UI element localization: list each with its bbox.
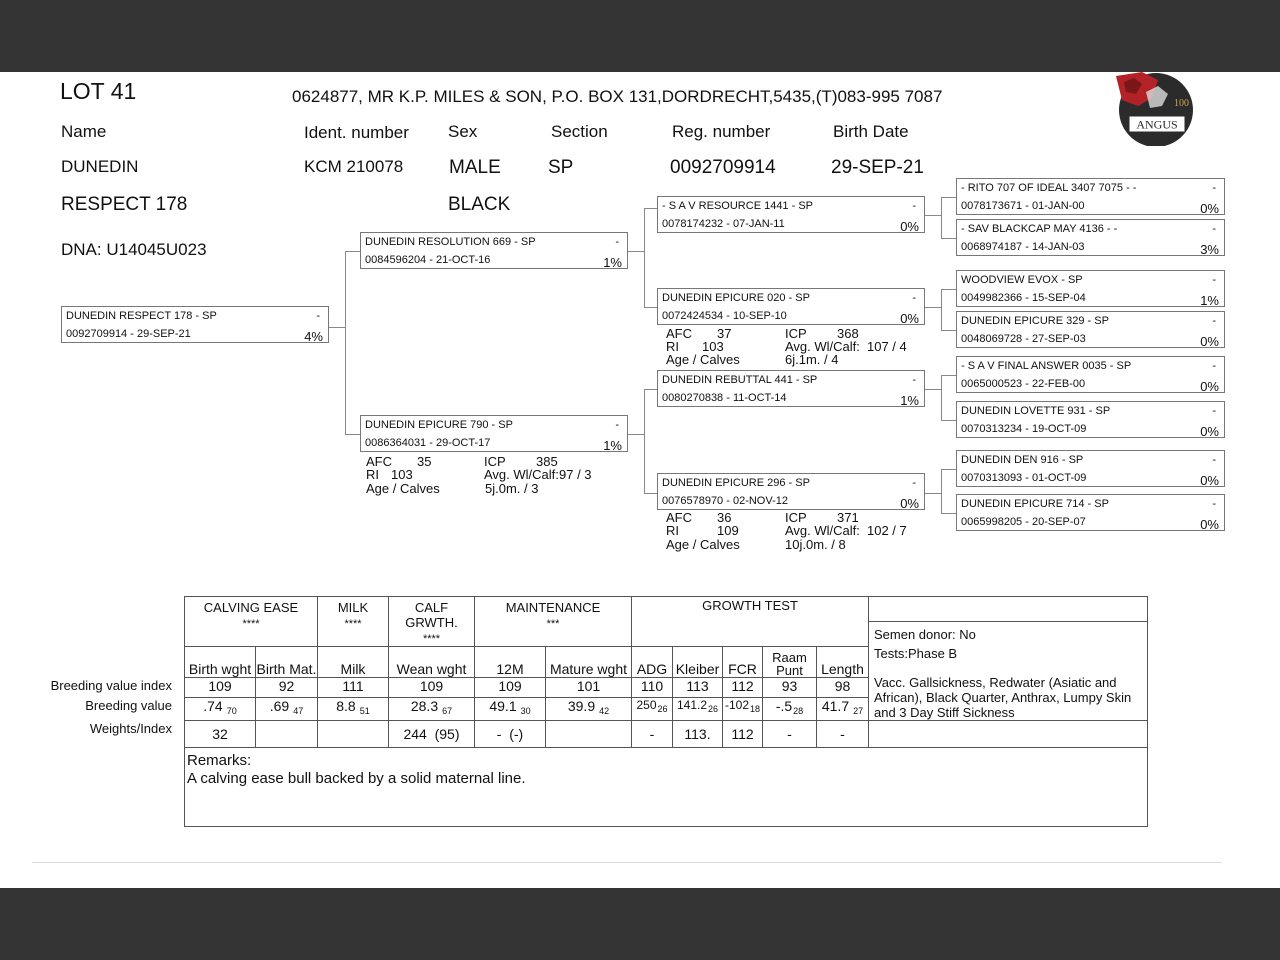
group-calving-ease <box>185 597 318 647</box>
reg-date: 0078174232 - 07-JAN-11 <box>662 218 785 230</box>
bv-accuracy: 18 <box>750 704 761 715</box>
avg-value: 107 / 4 <box>867 339 907 354</box>
inbreeding-pct: 4% <box>304 329 323 344</box>
afc-label: AFC <box>366 454 392 469</box>
connector <box>941 197 956 198</box>
connector <box>941 513 956 514</box>
col-kleiber: Kleiber <box>673 647 723 678</box>
bvi-cell: 93 <box>763 677 817 697</box>
connector <box>644 307 658 308</box>
wi-cell: - <box>817 721 869 748</box>
wi-cell: - <box>632 721 673 748</box>
icp-label: ICP <box>785 326 807 341</box>
bv-value: -.5 <box>775 698 793 715</box>
inbreeding-pct: 0% <box>1200 473 1219 488</box>
ri-value: 103 <box>702 339 724 354</box>
connector <box>941 420 956 421</box>
group-title: GROWTH TEST <box>702 598 798 613</box>
connector <box>644 208 645 307</box>
connector <box>941 238 956 239</box>
wi-cell: 112 <box>723 721 763 748</box>
bv-value: .69 <box>269 698 290 715</box>
row-label-wi: Weights/Index <box>89 721 172 736</box>
dash: - <box>1212 405 1216 417</box>
bvi-cell: 113 <box>673 677 723 697</box>
age-label: Age / Calves <box>666 352 740 367</box>
bv-accuracy: 51 <box>359 706 370 717</box>
inbreeding-pct: 1% <box>1200 293 1219 308</box>
group-milk <box>318 597 389 647</box>
animal-name: - RITO 707 OF IDEAL 3407 7075 - - <box>961 182 1137 194</box>
reg-date: 0072424534 - 10-SEP-10 <box>662 310 787 322</box>
age-value: 10j.0m. / 8 <box>785 537 846 552</box>
inbreeding-pct: 1% <box>603 438 622 453</box>
col-birth-wght: Birth wght <box>185 647 256 678</box>
inbreeding-pct: 0% <box>1200 201 1219 216</box>
connector <box>345 434 360 435</box>
pedigree-subject[interactable] <box>61 306 329 343</box>
icp-value: 371 <box>837 510 859 525</box>
avg-value: 102 / 7 <box>867 523 907 538</box>
label-sex: Sex <box>448 122 478 141</box>
connector <box>345 251 346 434</box>
bv-cell <box>723 698 763 721</box>
reg-date: 0084596204 - 21-OCT-16 <box>365 254 491 266</box>
group-growth-test <box>632 597 869 647</box>
row-label-bvi: Breeding value index <box>50 678 172 693</box>
bvi-cell: 92 <box>256 677 318 697</box>
icp-label: ICP <box>484 454 506 469</box>
inbreeding-pct: 1% <box>900 393 919 408</box>
bvi-cell: 98 <box>817 677 869 697</box>
notes-cell <box>869 597 1148 721</box>
bottom-dark-band <box>0 888 1280 960</box>
animal-dna: DNA: U14045U023 <box>61 240 207 259</box>
dash: - <box>316 310 320 322</box>
wi-cell: - <box>763 721 817 748</box>
col-fcr: FCR <box>723 647 763 678</box>
angus-logo <box>1112 72 1196 146</box>
tests: Tests:Phase B <box>874 646 958 661</box>
bv-cell <box>185 698 256 721</box>
bv-accuracy: 70 <box>226 706 237 717</box>
bv-cell <box>256 698 318 721</box>
connector <box>644 208 658 209</box>
dash: - <box>912 477 916 489</box>
animal-name-line2: RESPECT 178 <box>61 194 188 215</box>
row-label-bv: Breeding value <box>85 698 172 713</box>
bv-value: 8.8 <box>336 698 356 715</box>
connector <box>644 493 658 494</box>
bv-accuracy: 27 <box>853 706 864 717</box>
inbreeding-pct: 0% <box>900 311 919 326</box>
logo-text: ANGUS <box>1136 117 1178 132</box>
bv-value: .74 <box>203 698 223 715</box>
pedigree-great-grandparent[interactable] <box>956 178 1225 215</box>
connector <box>941 289 956 290</box>
dash: - <box>1212 498 1216 510</box>
dash: - <box>615 419 619 431</box>
group-title: MAINTENANCE <box>505 600 601 615</box>
bv-value: 39.9 <box>567 698 596 715</box>
col-mature-wght: Mature wght <box>546 647 632 678</box>
pedigree-sire-dam[interactable] <box>657 288 925 325</box>
wi-cell: 113. <box>673 721 723 748</box>
animal-name: DUNEDIN REBUTTAL 441 - SP <box>662 374 818 386</box>
label-name: Name <box>61 122 107 141</box>
age-value: 6j.1m. / 4 <box>785 352 839 367</box>
connector <box>925 389 941 390</box>
reg-date: 0065000523 - 22-FEB-00 <box>961 378 1086 390</box>
bv-cell <box>546 698 632 721</box>
col-milk: Milk <box>318 647 389 678</box>
star-rating: *** <box>546 618 560 630</box>
semen-donor: Semen donor: No <box>874 627 976 642</box>
afc-label: AFC <box>666 510 692 525</box>
dash: - <box>1212 182 1216 194</box>
bvi-cell: 109 <box>185 677 256 697</box>
connector <box>925 493 941 494</box>
reg-date: 0086364031 - 29-OCT-17 <box>365 437 491 449</box>
avg-label: Avg. Wl/Calf: <box>785 339 860 354</box>
reg-date: 0065998205 - 20-SEP-07 <box>961 516 1086 528</box>
avg-value: 97 / 3 <box>559 467 592 482</box>
dash: - <box>1212 315 1216 327</box>
remarks-label: Remarks: <box>187 752 252 769</box>
group-title: MILK <box>337 600 369 615</box>
age-label: Age / Calves <box>366 481 440 496</box>
ri-label: RI <box>666 523 679 538</box>
dash: - <box>912 374 916 386</box>
dash: - <box>1212 223 1216 235</box>
animal-name: - S A V RESOURCE 1441 - SP <box>662 200 814 212</box>
inbreeding-pct: 0% <box>1200 424 1219 439</box>
inbreeding-pct: 0% <box>1200 517 1219 532</box>
bv-value: 250 <box>636 698 657 713</box>
dash: - <box>615 236 619 248</box>
afc-value: 35 <box>417 454 432 469</box>
bv-accuracy: 26 <box>708 704 719 715</box>
bv-value: 41.7 <box>821 698 850 715</box>
bv-accuracy: 26 <box>657 704 668 715</box>
group-maintenance <box>475 597 632 647</box>
bv-cell <box>817 698 869 721</box>
bv-accuracy: 67 <box>442 706 453 717</box>
breeding-value-table <box>184 596 1148 827</box>
icp-value: 385 <box>536 454 558 469</box>
weights-row <box>185 721 1148 748</box>
lot-number: LOT 41 <box>60 78 137 104</box>
bv-accuracy: 28 <box>793 706 804 717</box>
connector <box>941 330 956 331</box>
page-separator <box>32 862 1222 863</box>
connector <box>628 434 644 435</box>
ri-label: RI <box>666 339 679 354</box>
reg-date: 0070313234 - 19-OCT-09 <box>961 423 1087 435</box>
bvi-cell: 109 <box>475 677 546 697</box>
remarks-row <box>185 748 1148 827</box>
owner-details: 0624877, MR K.P. MILES & SON, P.O. BOX 131,DORDRECHT,5435,(T)083-995 7087 <box>292 87 943 106</box>
svg-text:100: 100 <box>1174 98 1189 109</box>
wi-cell <box>256 721 318 748</box>
bv-accuracy: 30 <box>520 706 531 717</box>
wi-cell <box>546 721 632 748</box>
ri-value: 109 <box>717 523 739 538</box>
connector <box>644 389 645 493</box>
bv-cell <box>632 698 673 721</box>
connector <box>941 469 956 470</box>
col-birth-mat: Birth Mat. <box>256 647 318 678</box>
connector <box>925 307 941 308</box>
top-dark-band <box>0 0 1280 72</box>
animal-name: DUNEDIN EPICURE 714 - SP <box>961 498 1109 510</box>
group-title: CALF GRWTH. <box>405 600 458 630</box>
connector <box>925 215 941 216</box>
animal-section: SP <box>548 157 574 178</box>
pedigree-dam-dam[interactable] <box>657 473 925 510</box>
dash: - <box>1212 360 1216 372</box>
star-rating: **** <box>422 633 441 645</box>
reg-date: 0092709914 - 29-SEP-21 <box>66 328 191 340</box>
pedigree-sire[interactable] <box>360 232 628 269</box>
col-raam-punt: Raam Punt <box>763 647 817 678</box>
label-birth: Birth Date <box>833 122 909 141</box>
bv-accuracy: 42 <box>599 706 610 717</box>
pedigree-great-grandparent[interactable] <box>956 311 1225 348</box>
animal-name: DUNEDIN DEN 916 - SP <box>961 454 1084 466</box>
pedigree-great-grandparent[interactable] <box>956 401 1225 438</box>
col-adg: ADG <box>632 647 673 678</box>
label-section: Section <box>551 122 608 141</box>
afc-value: 37 <box>717 326 732 341</box>
bv-cell <box>673 698 723 721</box>
animal-name: DUNEDIN RESOLUTION 669 - SP <box>365 236 536 248</box>
bv-accuracy: 47 <box>293 706 304 717</box>
inbreeding-pct: 0% <box>1200 334 1219 349</box>
pedigree-sire-sire[interactable] <box>657 196 925 233</box>
connector <box>628 251 644 252</box>
wi-cell: - (-) <box>475 721 546 748</box>
col-length: Length <box>817 647 869 678</box>
inbreeding-pct: 0% <box>1200 379 1219 394</box>
label-ident: Ident. number <box>304 123 409 142</box>
dash: - <box>912 200 916 212</box>
animal-name: - SAV BLACKCAP MAY 4136 - - <box>961 223 1118 235</box>
animal-name: DUNEDIN EPICURE 296 - SP <box>662 477 810 489</box>
vaccinations: Vacc. Gallsickness, Redwater (Asiatic and African), Black Quarter, Anthrax, Lumpy Skin and 3 Day Stiff Sickness <box>874 675 1132 720</box>
connector <box>941 469 942 513</box>
connector <box>941 289 942 330</box>
bvi-cell: 109 <box>389 677 475 697</box>
group-title: CALVING EASE <box>203 600 299 615</box>
bv-cell <box>318 698 389 721</box>
col-wean-wght: Wean wght <box>389 647 475 678</box>
remarks-text: A calving ease bull backed by a solid maternal line. <box>187 770 526 787</box>
connector <box>329 327 345 328</box>
reg-date: 0080270838 - 11-OCT-14 <box>662 392 787 404</box>
dash: - <box>1212 274 1216 286</box>
connector <box>644 389 658 390</box>
pedigree-dam[interactable] <box>360 415 628 452</box>
bv-value: -102 <box>724 698 749 713</box>
inbreeding-pct: 0% <box>900 219 919 234</box>
connector <box>941 197 942 238</box>
remarks-cell <box>185 748 1148 827</box>
bvi-cell: 110 <box>632 677 673 697</box>
afc-value: 36 <box>717 510 732 525</box>
bvi-cell: 112 <box>723 677 763 697</box>
bv-cell <box>389 698 475 721</box>
bv-value: 49.1 <box>489 698 517 715</box>
pedigree-great-grandparent[interactable] <box>956 494 1225 531</box>
reg-date: 0078173671 - 01-JAN-00 <box>961 200 1085 212</box>
animal-name: DUNEDIN EPICURE 020 - SP <box>662 292 810 304</box>
ri-value: 103 <box>391 467 413 482</box>
animal-name: DUNEDIN EPICURE 329 - SP <box>961 315 1109 327</box>
reg-date: 0070313093 - 01-OCT-09 <box>961 472 1087 484</box>
animal-name: DUNEDIN EPICURE 790 - SP <box>365 419 513 431</box>
pedigree-great-grandparent[interactable] <box>956 270 1225 307</box>
bvi-cell: 111 <box>318 677 389 697</box>
bv-cell <box>763 698 817 721</box>
bv-value: 141.2 <box>676 698 707 713</box>
bvi-cell: 101 <box>546 677 632 697</box>
wi-cell: 32 <box>185 721 256 748</box>
pedigree-dam-sire[interactable] <box>657 370 925 407</box>
inbreeding-pct: 3% <box>1200 242 1219 257</box>
ri-label: RI <box>366 467 379 482</box>
afc-label: AFC <box>666 326 692 341</box>
animal-name: DUNEDIN RESPECT 178 - SP <box>66 310 217 322</box>
pedigree-great-grandparent[interactable] <box>956 450 1225 487</box>
animal-name: - S A V FINAL ANSWER 0035 - SP <box>961 360 1132 372</box>
label-reg: Reg. number <box>672 122 771 141</box>
col-12m: 12M <box>475 647 546 678</box>
reg-date: 0076578970 - 02-NOV-12 <box>662 495 788 507</box>
inbreeding-pct: 1% <box>603 255 622 270</box>
star-rating: **** <box>344 618 362 630</box>
animal-reg: 0092709914 <box>670 157 776 178</box>
connector <box>941 375 956 376</box>
inbreeding-pct: 0% <box>900 496 919 511</box>
reg-date: 0048069728 - 27-SEP-03 <box>961 333 1086 345</box>
dash: - <box>912 292 916 304</box>
animal-name: WOODVIEW EVOX - SP <box>961 274 1083 286</box>
avg-label: Avg. Wl/Calf: <box>785 523 860 538</box>
bv-cell <box>475 698 546 721</box>
pedigree-great-grandparent[interactable] <box>956 356 1225 393</box>
dash: - <box>1212 454 1216 466</box>
wi-cell: 244 (95) <box>389 721 475 748</box>
group-calf-growth <box>389 597 475 647</box>
animal-name-line1: DUNEDIN <box>61 157 139 176</box>
age-label: Age / Calves <box>666 537 740 552</box>
icp-value: 368 <box>837 326 859 341</box>
star-rating: **** <box>242 618 260 630</box>
connector <box>941 375 942 420</box>
reg-date: 0049982366 - 15-SEP-04 <box>961 292 1086 304</box>
connector <box>345 251 360 252</box>
bv-value: 28.3 <box>410 698 439 715</box>
age-value: 5j.0m. / 3 <box>485 481 539 496</box>
icp-label: ICP <box>785 510 807 525</box>
pedigree-great-grandparent[interactable] <box>956 219 1225 256</box>
avg-label: Avg. Wl/Calf: <box>484 467 559 482</box>
animal-ident: KCM 210078 <box>304 157 404 176</box>
reg-date: 0068974187 - 14-JAN-03 <box>961 241 1085 253</box>
animal-sex: MALE <box>449 157 501 178</box>
animal-birth: 29-SEP-21 <box>831 157 924 178</box>
animal-colour: BLACK <box>448 194 511 215</box>
animal-name: DUNEDIN LOVETTE 931 - SP <box>961 405 1111 417</box>
wi-cell <box>318 721 389 748</box>
